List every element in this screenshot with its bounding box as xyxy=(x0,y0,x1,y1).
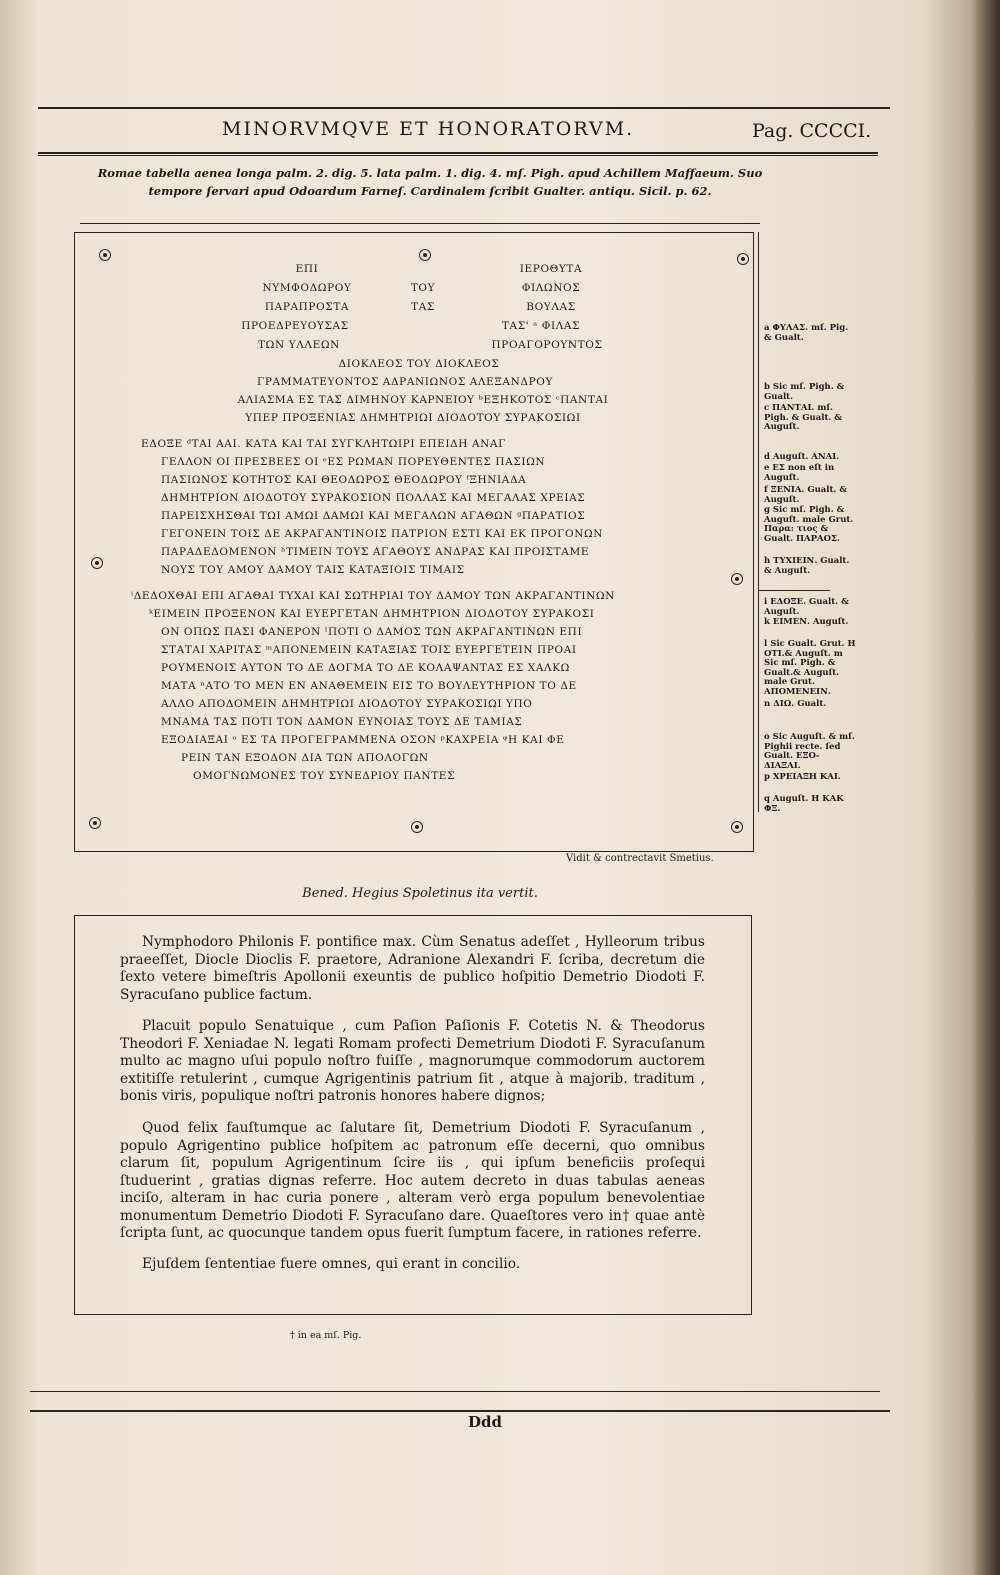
margin-note: a ΦΥΛΑΣ. mſ. Pig. & Gualt. xyxy=(764,323,849,343)
greek-decree-line: ΠΑΡΕΙΣΧΗΣΘΑΙ ΤΩΙ ΑΜΩΙ ΔΑΜΩΙ ΚΑΙ ΜΕΓΑΛΩΝ ΑΓΑΘΩΝ ᵍΠΑΡΑΤΙΟΣ xyxy=(161,510,586,522)
margin-note: f ΞΕΝΙΑ. Gualt. & Auguſt. xyxy=(764,485,848,505)
greek-decree-line: ΑΛΛΟ ΑΠΟΔΟΜΕΙΝ ΔΗΜΗΤΡΙΩΙ ΔΙΟΔΟΤΟΥ ΣΥΡΑΚΟΣΙΩΙ ΥΠΟ xyxy=(161,698,533,710)
margin-note: o Sic Auguſt. & mſ. Pighii recte. ſed Gualt. ΕΞΟ-ΔΙΑΞΑΙ. xyxy=(764,732,855,771)
greek-line: ΙΕΡΟΘΥΤΑ xyxy=(519,263,583,275)
signature-mark: Ddd xyxy=(468,1413,502,1431)
greek-line: ΤΟΥ xyxy=(410,282,436,294)
margin-note: e ΕΣ non eſt in Auguſt. xyxy=(764,463,835,483)
margin-note: h ΤΥΧΙΕΙΝ. Gualt. & Auguſt. xyxy=(764,556,850,576)
margin-note: n ΔΙΩ. Gualt. xyxy=(764,699,827,709)
margin-note: b Sic mſ. Pigh. & Gualt. xyxy=(764,382,845,402)
greek-decree-line: ΕΔΟΞΕ ᵈΤΑΙ ΑΑΙ. ΚΑΤΑ ΚΑΙ ΤΑΙ ΣΥΓΚΛΗΤΩΙΡΙ ΕΠΕΙΔΗ ΑΝΑΓ xyxy=(141,438,507,450)
inscription-caption xyxy=(60,164,800,200)
greek-line: ΤΑΣ' ᵃ ΦΙΛΑΣ xyxy=(501,320,581,332)
footnote: † in ea mſ. Pig. xyxy=(290,1330,362,1341)
margin-note: k ΕΙΜΕΝ. Auguſt. xyxy=(764,617,849,627)
greek-decree-line: ᵏΕΙΜΕΙΝ ΠΡΟΞΕΝΟΝ ΚΑΙ ΕΥΕΡΓΕΤΑΝ ΔΗΜΗΤΡΙΟΝ ΔΙΟΔΟΤΟΥ ΣΥΡΑΚΟΣΙ xyxy=(149,608,595,620)
margin-note: i ΕΔΟΞΕ. Gualt. & Auguſt. xyxy=(764,597,849,617)
greek-line: ΠΡΟΕΔΡΕΥΟΥΣΑΣ xyxy=(241,320,349,332)
greek-decree-line: ΠΑΣΙΩΝΟΣ ΚΟΤΗΤΟΣ ΚΑΙ ΘΕΟΔΩΡΟΣ ΘΕΟΔΩΡΟΥ ᶠΞΗΝΙΑΔΑ xyxy=(161,474,527,486)
greek-decree-line: ΣΤΑΤΑΙ ΧΑΡΙΤΑΣ ᵐΑΠΟΝΕΜΕΙΝ ΚΑΤΑΞΙΑΣ ΤΟΙΣ ΕΥΕΡΓΕΤΕΙΝ ΠΡΟΑΙ xyxy=(161,644,577,656)
header-rule xyxy=(38,152,878,154)
greek-decree-line: ΔΗΜΗΤΡΙΟΝ ΔΙΟΔΟΤΟΥ ΣΥΡΑΚΟΣΙΟΝ ΠΟΛΛΑΣ ΚΑΙ ΜΕΓΑΛΑΣ ΧΡΕΙΑΣ xyxy=(161,492,586,504)
greek-decree-line: ΟΝ ΟΠΩΣ ΠΑΣΙ ΦΑΝΕΡΟΝ ˡΠΟΤΙ Ο ΔΑΜΟΣ ΤΩΝ ΑΚΡΑΓΑΝΤΙΝΩΝ ΕΠΙ xyxy=(161,626,583,638)
greek-decree-line: ⁱΔΕΔΟΧΘΑΙ ΕΠΙ ΑΓΑΘΑΙ ΤΥΧΑΙ ΚΑΙ ΣΩΤΗΡΙΑΙ ΤΟΥ ΔΑΜΟΥ ΤΩΝ ΑΚΡΑΓΑΝΤΙΝΩΝ xyxy=(131,590,615,602)
margin-rule xyxy=(758,232,759,812)
attribution: Vidit & contrectavit Smetius. xyxy=(566,853,714,864)
greek-line: ΠΡΟΑΓΟΡΟΥΝΤΟΣ xyxy=(491,339,603,351)
greek-decree-line: ΓΕΛΛΟΝ ΟΙ ΠΡΕΣΒΕΕΣ ΟΙ ᵉΕΣ ΡΩΜΑΝ ΠΟΡΕΥΘΕΝΤΕΣ ΠΑΣΙΩΝ xyxy=(161,456,546,468)
bottom-rule xyxy=(30,1391,880,1392)
nail-icon xyxy=(89,817,101,829)
margin-note-rule xyxy=(758,590,830,591)
page-edge-shadow xyxy=(972,0,1000,1575)
greek-decree-line: ΡΕΙΝ ΤΑΝ ΕΞΟΔΟΝ ΔΙΑ ΤΩΝ ΑΠΟΛΟΓΩΝ xyxy=(181,752,429,764)
greek-line: ΥΠΕΡ ΠΡΟΞΕΝΙΑΣ ΔΗΜΗΤΡΙΩΙ ΔΙΟΔΟΤΟΥ ΣΥΡΑΚΟΣΙΩΙ xyxy=(245,412,581,424)
latin-paragraph: Quod felix fauſtumque ac ſalutare ſit, Demetrium Diodoti F. Syracuſanum , populo Agrigentino publice hoſpitem ac patronum eſſe decerni, quo omnibus clarum ſit, populum Agrigentinum ſcire iis , qui ipſum beneficiis proſequi ſtuduerint , gratias dignas referre. Hoc autem decreto in duas tabulas aeneas inciſo, alteram in hac curia ponere , alteram verò erga populum benevolentiae monumentum Demetrio Diodoti F. Syracuſano dare. Quaeſtores vero in† quae antè ſcripta ſunt, ac quocunque tandem opus fuerit ſumptum facere, in rationes referre. xyxy=(120,1120,705,1241)
nail-icon xyxy=(419,249,431,261)
greek-decree-line: ΕΞΟΔΙΑΞΑΙ ᵒ ΕΣ ΤΑ ΠΡΟΓΕΓΡΑΜΜΕΝΑ ΟΣΟΝ ᵖΚΑΧΡΕΙΑ ᵠΗ ΚΑΙ ΦΕ xyxy=(161,734,565,746)
nail-icon xyxy=(411,821,423,833)
greek-line: ΒΟΥΛΑΣ xyxy=(526,301,576,313)
greek-line: ΝΥΜΦΟΔΩΡΟΥ xyxy=(262,282,352,294)
greek-line: ΕΠΙ xyxy=(295,263,319,275)
page-number: Pag. CCCCI. xyxy=(752,120,872,142)
greek-decree-line: ΜΝΑΜΑ ΤΑΣ ΠΟΤΙ ΤΟΝ ΔΑΜΟΝ ΕΥΝΟΙΑΣ ΤΟΥΣ ΔΕ ΤΑΜΙΑΣ xyxy=(161,716,523,728)
bottom-rule-thick xyxy=(30,1410,890,1412)
translator-line: Bened. Hegius Spoletinus ita vertit. xyxy=(302,886,538,901)
header-rule-thin xyxy=(38,155,878,156)
margin-note: l Sic Gualt. Grut. Η ΟΤΙ.& Auguſt. m Sic mſ. Pigh. & Gualt.& Auguſt. male Grut. ΑΠΟΜΕΝΕΙΝ. xyxy=(764,639,856,697)
nail-icon xyxy=(99,249,111,261)
nail-icon xyxy=(731,821,743,833)
margin-note: c ΠΑΝΤΑΙ. mſ. Pigh. & Gualt. & Auguſt. xyxy=(764,403,842,432)
margin-note: p ΧΡΕΙΑΞΗ ΚΑΙ. xyxy=(764,772,841,782)
greek-decree-line: ΡΟΥΜΕΝΟΙΣ ΑΥΤΟΝ ΤΟ ΔΕ ΔΟΓΜΑ ΤΟ ΔΕ ΚΟΛΑΨΑΝΤΑΣ ΕΣ ΧΑΛΚΩ xyxy=(161,662,570,674)
greek-line: ΔΙΟΚΛΕΟΣ ΤΟΥ ΔΙΟΚΛΕΟΣ xyxy=(338,358,500,370)
caption-rule xyxy=(80,223,760,224)
greek-decree-line: ΠΑΡΑΔΕΔΟΜΕΝΟΝ ʰΤΙΜΕΙΝ ΤΟΥΣ ΑΓΑΘΟΥΣ ΑΝΔΡΑΣ ΚΑΙ ΠΡΟΙΣΤΑΜΕ xyxy=(161,546,590,558)
greek-decree-line: ΓΕΓΟΝΕΙΝ ΤΟΙΣ ΔΕ ΑΚΡΑΓΑΝΤΙΝΟΙΣ ΠΑΤΡΙΟΝ ΕΣΤΙ ΚΑΙ ΕΚ ΠΡΟΓΟΝΩΝ xyxy=(161,528,604,540)
margin-note: g Sic mſ. Pigh. & Auguſt. male Grut. Παρα: τιος & Gualt. ΠΑΡΑΟΣ. xyxy=(764,505,854,544)
greek-decree-line: ΟΜΟΓΝΩΜΟΝΕΣ ΤΟΥ ΣΥΝΕΔΡΙΟΥ ΠΑΝΤΕΣ xyxy=(193,770,456,782)
bronze-tablet xyxy=(74,232,754,852)
nail-icon xyxy=(731,573,743,585)
caption-line-2: tempore ſervari apud Odoardum Farneſ. Cardinalem ſcribit Gualter. antiqu. Sicil. p. 62. xyxy=(148,184,712,198)
greek-decree-line: ΜΑΤΑ ⁿΑΤΟ ΤΟ ΜΕΝ ΕΝ ΑΝΑΘΕΜΕΙΝ ΕΙΣ ΤΟ ΒΟΥΛΕΥΤΗΡΙΟΝ ΤΟ ΔΕ xyxy=(161,680,577,692)
caption-line-1: Romae tabella aenea longa palm. 2. dig. 5. lata palm. 1. dig. 4. mſ. Pigh. apud Achillem Maffaeum. Suo xyxy=(97,166,763,180)
greek-line: ΑΛΙΑΣΜΑ ΕΣ ΤΑΣ ΔΙΜΗΝΟΥ ΚΑΡΝΕΙΟΥ ᵇΕΞΗΚΟΤΟΣ ᶜΠΑΝΤΑΙ xyxy=(237,394,609,406)
latin-paragraph: Nymphodoro Philonis F. pontifice max. Cùm Senatus adeſſet , Hylleorum tribus praeeſſet, Diocle Dioclis F. praetore, Adranione Alexandri F. ſcriba, decretum die ſexto vetere bimeſtris Apollonii exeuntis de publico hoſpitio Demetrio Diodoti F. Syracuſano publice factum. xyxy=(120,934,705,1003)
nail-icon xyxy=(737,253,749,265)
greek-line: ΠΑΡΑΠΡΟΣΤΑ xyxy=(264,301,350,313)
greek-line: ΓΡΑΜΜΑΤΕΥΟΝΤΟΣ ΑΔΡΑΝΙΩΝΟΣ ΑΛΕΞΑΝΔΡΟΥ xyxy=(257,376,553,388)
running-title: MINORVMQVE ET HONORATORVM. xyxy=(222,118,635,140)
latin-paragraph: Placuit populo Senatuique , cum Paſion Paſionis F. Cotetis N. & Theodorus Theodori F. Xeniadae N. legati Romam profecti Demetrium Diodoti F. Syracuſanum multo ac magno uſui populo noſtro fuiſſe , magnorumque commodorum auctorem extitiſſe retulerint , cumque Agrigentinis patrium ſit , atque à majorib. traditum , bonis viris, populique noſtri patronis honores habere dignos; xyxy=(120,1018,705,1104)
nail-icon xyxy=(91,557,103,569)
greek-line: ΤΩΝ ΥΛΛΕΩΝ xyxy=(258,339,340,351)
margin-note: d Auguſt. ΑΝΑΙ. xyxy=(764,452,840,462)
greek-line: ΦΙΛΩΝΟΣ xyxy=(521,282,581,294)
greek-line: ΤΑΣ xyxy=(411,301,435,313)
top-rule xyxy=(38,107,890,109)
margin-note: q Auguſt. Η ΚΑΚ ΦΞ. xyxy=(764,794,844,814)
greek-decree-line: ΝΟΥΣ ΤΟΥ ΑΜΟΥ ΔΑΜΟΥ ΤΑΙΣ ΚΑΤΑΞΙΟΙΣ ΤΙΜΑΙΣ xyxy=(161,564,465,576)
latin-paragraph: Ejuſdem ſententiae fuere omnes, qui erant in concilio. xyxy=(142,1256,521,1272)
